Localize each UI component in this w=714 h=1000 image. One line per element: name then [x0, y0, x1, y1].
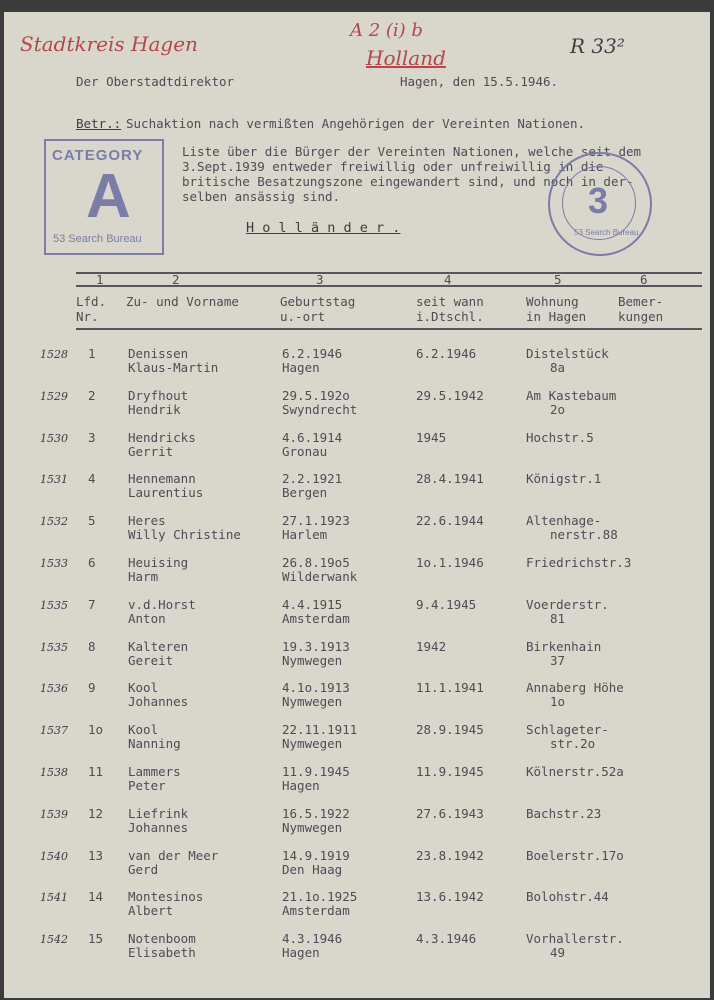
row-birth-date: 22.11.1911: [282, 722, 358, 738]
row-birth-place: Amsterdam: [282, 610, 350, 626]
row-since: 22.6.1944: [416, 513, 484, 529]
row-firstname: Johannes: [128, 819, 189, 835]
row-address: Hochstr.5: [526, 429, 594, 445]
row-surname: Denissen: [128, 346, 189, 361]
row-surname: Hennemann: [128, 471, 196, 487]
stamp-category-label: CATEGORY: [52, 147, 144, 164]
row-address: Bachstr.23: [526, 805, 602, 821]
row-surname: v.d.Horst: [128, 596, 196, 612]
round-stamp: [548, 152, 652, 256]
place-date: Hagen, den 15.5.1946.: [400, 74, 559, 89]
table-top-rule: [76, 272, 702, 274]
row-number: 4: [88, 471, 96, 487]
header-nr: Lfd.: [76, 294, 107, 309]
row-surname: Dryfhout: [128, 387, 189, 403]
header-remarks-2: kungen: [618, 309, 664, 324]
document-page: [4, 12, 710, 998]
row-birth-date: 29.5.192o: [282, 387, 350, 403]
row-since: 23.8.1942: [416, 847, 484, 863]
col-number-1: 1: [96, 272, 104, 287]
row-since: 1942: [416, 638, 447, 654]
col-number-4: 4: [444, 272, 452, 287]
row-birth-date: 21.1o.1925: [282, 889, 358, 905]
header-born-2: u.-ort: [280, 309, 326, 324]
row-birth-place: Harlem: [282, 527, 328, 543]
row-birth-date: 4.1o.1913: [282, 680, 350, 696]
row-number: 2: [88, 387, 96, 403]
row-handwritten-id: 1533: [40, 557, 68, 570]
row-number: 9: [88, 680, 96, 696]
row-number: 11: [88, 764, 104, 779]
row-surname: Liefrink: [128, 805, 189, 821]
subject-text: Suchaktion nach vermißten Angehörigen der Vereinten Nationen.: [126, 116, 586, 131]
row-firstname: Hendrik: [128, 401, 181, 417]
row-birth-place: Den Haag: [282, 861, 343, 877]
row-birth-place: Amsterdam: [282, 903, 350, 919]
header-address-2: in Hagen: [526, 309, 587, 324]
row-birth-place: Nymwegen: [282, 652, 343, 668]
row-number: 13: [88, 847, 104, 863]
intro-line-3: britische Besatzungszone eingewandert sind, und noch in der-: [182, 174, 634, 189]
row-firstname: Willy Christine: [128, 527, 241, 543]
row-since: 1945: [416, 429, 447, 445]
col-number-5: 5: [554, 272, 562, 287]
row-since: 28.4.1941: [416, 471, 484, 487]
header-remarks: Bemer-: [618, 294, 664, 309]
row-surname: Heres: [128, 513, 166, 529]
intro-line-4: selben ansässig sind.: [182, 189, 341, 204]
header-name: Zu- und Vorname: [126, 294, 239, 309]
row-address: Birkenhain: [526, 638, 602, 654]
row-address: Friedrichstr.3: [526, 555, 632, 570]
row-number: 7: [88, 596, 96, 612]
col-number-6: 6: [640, 272, 648, 287]
row-handwritten-id: 1528: [40, 348, 68, 361]
row-handwritten-id: 1530: [40, 431, 68, 445]
row-birth-date: 11.9.1945: [282, 764, 350, 779]
row-surname: Hendricks: [128, 429, 196, 445]
row-address: Annaberg Höhe: [526, 680, 624, 696]
header-born: Geburtstag: [280, 294, 356, 309]
round-stamp-text: 53 Search Bureau: [574, 228, 639, 237]
row-birth-place: Swyndrecht: [282, 401, 358, 417]
intro-line-2: 3.Sept.1939 entweder freiwillig oder unfreiwillig in die: [182, 159, 604, 174]
row-address: Kölnerstr.52a: [526, 764, 624, 779]
row-address: Am Kastebaum: [526, 387, 617, 403]
col-number-3: 3: [316, 272, 324, 287]
row-number: 12: [88, 805, 104, 821]
row-handwritten-id: 1541: [40, 891, 68, 905]
row-firstname: Albert: [128, 903, 174, 919]
row-birth-place: Hagen: [282, 945, 320, 961]
stamp-category-bureau: 53 Search Bureau: [53, 233, 142, 245]
header-since: seit wann: [416, 294, 484, 309]
row-handwritten-id: 1536: [40, 682, 68, 696]
row-number: 14: [88, 889, 104, 905]
row-firstname: Nanning: [128, 736, 181, 752]
row-handwritten-id: 1532: [40, 515, 68, 529]
row-address: Vorhallerstr.: [526, 931, 624, 947]
handwritten-stadtkreis: Stadtkreis Hagen: [20, 32, 198, 56]
row-address: Königstr.1: [526, 471, 602, 487]
row-handwritten-id: 1542: [40, 933, 68, 947]
row-number: 1: [88, 346, 96, 361]
row-address-2: nerstr.88: [550, 527, 618, 543]
row-handwritten-id: 1539: [40, 807, 68, 821]
row-since: 27.6.1943: [416, 805, 484, 821]
row-firstname: Gereit: [128, 652, 174, 668]
row-surname: van der Meer: [128, 847, 219, 863]
col-number-2: 2: [172, 272, 180, 287]
row-address: Schlageter-: [526, 722, 609, 738]
category-stamp: [44, 139, 164, 255]
stamp-category-letter: A: [86, 162, 131, 231]
row-address-2: 49: [550, 945, 566, 961]
row-address: Voerderstr.: [526, 596, 609, 612]
section-title: H o l l ä n d e r .: [246, 220, 401, 236]
row-birth-date: 27.1.1923: [282, 513, 350, 529]
row-address-2: str.2o: [550, 736, 596, 752]
row-surname: Notenboom: [128, 931, 196, 947]
header-since-2: i.Dtschl.: [416, 309, 484, 324]
row-surname: Kool: [128, 680, 159, 696]
row-firstname: Harm: [128, 569, 159, 584]
row-handwritten-id: 1540: [40, 849, 68, 863]
row-surname: Kool: [128, 722, 159, 738]
row-firstname: Gerd: [128, 861, 159, 877]
row-address-2: 1o: [550, 694, 566, 710]
row-address: Altenhage-: [526, 513, 602, 529]
round-stamp-number: 3: [588, 180, 609, 221]
row-birth-date: 26.8.19o5: [282, 555, 350, 570]
row-firstname: Laurentius: [128, 485, 204, 501]
row-birth-date: 4.6.1914: [282, 429, 343, 445]
row-birth-date: 6.2.1946: [282, 346, 343, 361]
row-address-2: 2o: [550, 401, 566, 417]
row-firstname: Gerrit: [128, 443, 174, 459]
row-since: 1o.1.1946: [416, 555, 484, 570]
row-since: 11.1.1941: [416, 680, 484, 696]
sender: Der Oberstadtdirektor: [76, 74, 235, 89]
row-birth-place: Bergen: [282, 485, 328, 501]
row-since: 29.5.1942: [416, 387, 484, 403]
row-since: 11.9.1945: [416, 764, 484, 779]
row-birth-place: Nymwegen: [282, 736, 343, 752]
row-surname: Lammers: [128, 764, 181, 779]
row-surname: Kalteren: [128, 638, 189, 654]
table-header-rule: [76, 328, 702, 330]
handwritten-ref: R 33²: [570, 34, 625, 58]
row-address-2: 8a: [550, 360, 566, 375]
row-firstname: Klaus-Martin: [128, 360, 219, 375]
row-number: 3: [88, 429, 96, 445]
row-address-2: 37: [550, 652, 566, 668]
intro-line-1: Liste über die Bürger der Vereinten Nationen, welche seit dem: [182, 144, 642, 159]
row-since: 4.3.1946: [416, 931, 477, 947]
row-number: 5: [88, 513, 96, 529]
row-address-2: 81: [550, 610, 566, 626]
row-birth-date: 14.9.1919: [282, 847, 350, 863]
row-handwritten-id: 1535: [40, 640, 68, 654]
row-firstname: Johannes: [128, 694, 189, 710]
row-number: 1o: [88, 722, 104, 738]
row-handwritten-id: 1535: [40, 598, 68, 612]
row-firstname: Peter: [128, 778, 166, 793]
row-address: Distelstück: [526, 346, 609, 361]
row-number: 15: [88, 931, 104, 947]
row-birth-date: 16.5.1922: [282, 805, 350, 821]
row-handwritten-id: 1537: [40, 724, 68, 738]
row-firstname: Elisabeth: [128, 945, 196, 961]
row-number: 8: [88, 638, 96, 654]
row-birth-date: 4.3.1946: [282, 931, 343, 947]
table-number-rule: [76, 285, 702, 287]
row-birth-place: Nymwegen: [282, 819, 343, 835]
handwritten-file-code: A 2 (i) b: [350, 20, 423, 41]
row-birth-place: Wilderwank: [282, 569, 358, 584]
row-birth-date: 4.4.1915: [282, 596, 343, 612]
subject-label: Betr.:: [76, 116, 122, 131]
row-address: Bolohstr.44: [526, 889, 609, 905]
row-since: 28.9.1945: [416, 722, 484, 738]
handwritten-holland: Holland: [366, 46, 446, 70]
header-address: Wohnung: [526, 294, 579, 309]
row-handwritten-id: 1529: [40, 389, 68, 403]
row-since: 9.4.1945: [416, 596, 477, 612]
row-firstname: Anton: [128, 610, 166, 626]
row-birth-place: Hagen: [282, 778, 320, 793]
row-number: 6: [88, 555, 96, 570]
row-since: 6.2.1946: [416, 346, 477, 361]
row-handwritten-id: 1531: [40, 473, 68, 487]
row-birth-date: 2.2.1921: [282, 471, 343, 487]
row-birth-place: Gronau: [282, 443, 328, 459]
row-since: 13.6.1942: [416, 889, 484, 905]
row-address: Boelerstr.17o: [526, 847, 624, 863]
row-birth-date: 19.3.1913: [282, 638, 350, 654]
row-surname: Montesinos: [128, 889, 204, 905]
header-nr-2: Nr.: [76, 309, 99, 324]
row-birth-place: Hagen: [282, 360, 320, 375]
row-surname: Heuising: [128, 555, 189, 570]
row-birth-place: Nymwegen: [282, 694, 343, 710]
row-handwritten-id: 1538: [40, 766, 68, 779]
